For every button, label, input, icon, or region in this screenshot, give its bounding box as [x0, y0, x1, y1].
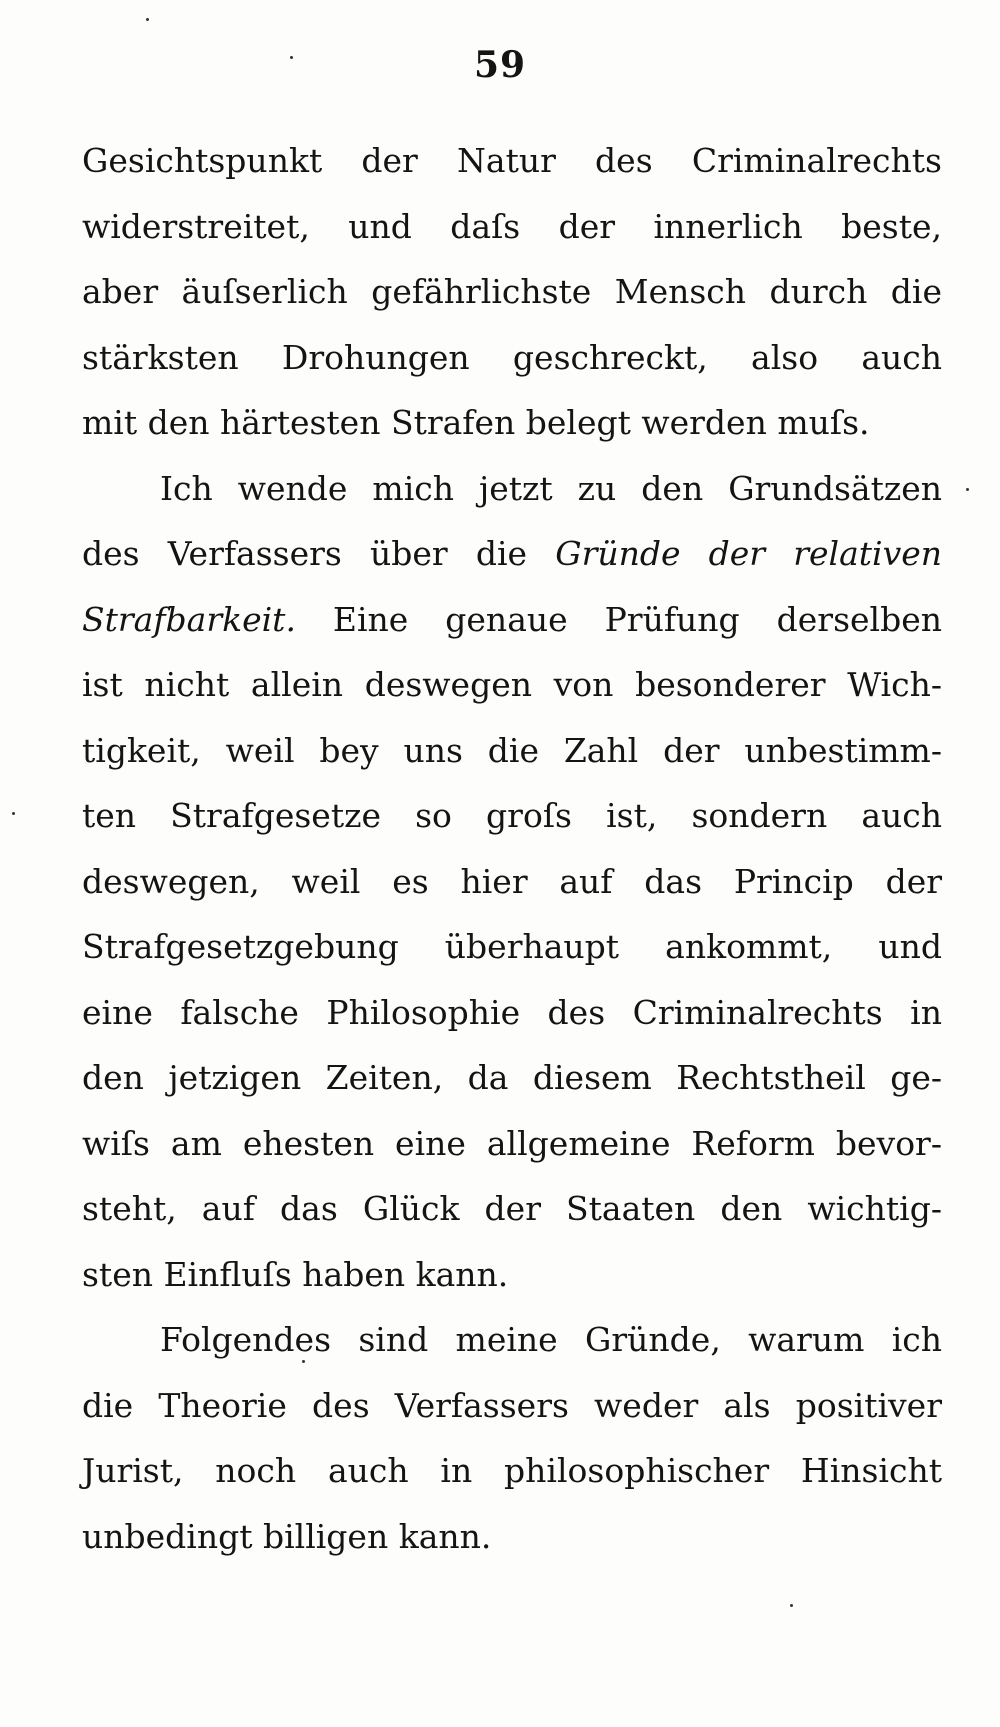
italic-text-segment: Gründe der relativen [555, 534, 943, 573]
text-line: den jetzigen Zeiten, da diesem Rechtstheil ge- [82, 1058, 942, 1097]
scan-speck [966, 488, 969, 491]
text-line: eine falsche Philosophie des Criminalrechts in [82, 992, 942, 1032]
paragraph-start-line: Folgendes sind meine Gründe, warum ich [160, 1320, 942, 1359]
text-line: ist nicht allein deswegen von besonderer Wich- [82, 665, 942, 704]
text-line: Gesichtspunkt der Natur des Criminalrechts [82, 141, 942, 180]
scan-speck [146, 18, 149, 21]
text-line-with-italic [82, 521, 942, 587]
scan-speck [302, 1360, 305, 1363]
text-line: widerstreitet, und daſs der innerlich beste, [82, 206, 942, 246]
text-line: sten Einfluſs haben kann. [82, 1254, 509, 1294]
text-line: Strafgesetzgebung überhaupt ankommt, und [82, 927, 942, 966]
text-line: steht, auf das Glück der Staaten den wichtig- [82, 1189, 942, 1228]
text-line: unbedingt billigen kann. [82, 1516, 492, 1556]
text-line: Jurist, noch auch in philosophischer Hinsicht [82, 1451, 942, 1490]
text-line: mit den härtesten Strafen belegt werden muſs. [82, 403, 870, 442]
text-line: stärksten Drohungen geschreckt, also auch [82, 337, 942, 377]
text-line-with-italic [82, 587, 942, 653]
text-line: tigkeit, weil bey uns die Zahl der unbestimm- [82, 730, 942, 770]
text-line: wiſs am ehesten eine allgemeine Reform bevor- [82, 1123, 942, 1163]
paragraph-start-line: Ich wende mich jetzt zu den Grundsätzen [160, 468, 942, 508]
text-segment: des Verfassers über die [82, 534, 556, 573]
body-text [82, 128, 942, 1569]
text-line: aber äuſserlich gefährlichste Mensch durch die [82, 272, 942, 311]
text-line: die Theorie des Verfassers weder als positiver [82, 1385, 942, 1425]
italic-text-segment: Strafbarkeit. [82, 599, 296, 639]
text-line: ten Strafgesetze so groſs ist, sondern auch [82, 796, 942, 835]
scan-speck [290, 56, 293, 59]
page-number: 59 [473, 44, 527, 86]
scan-speck [790, 1604, 793, 1607]
text-segment: Eine genaue Prüfung derselben [295, 599, 942, 639]
scan-speck [12, 812, 15, 815]
text-line: deswegen, weil es hier auf das Princip der [82, 861, 942, 901]
